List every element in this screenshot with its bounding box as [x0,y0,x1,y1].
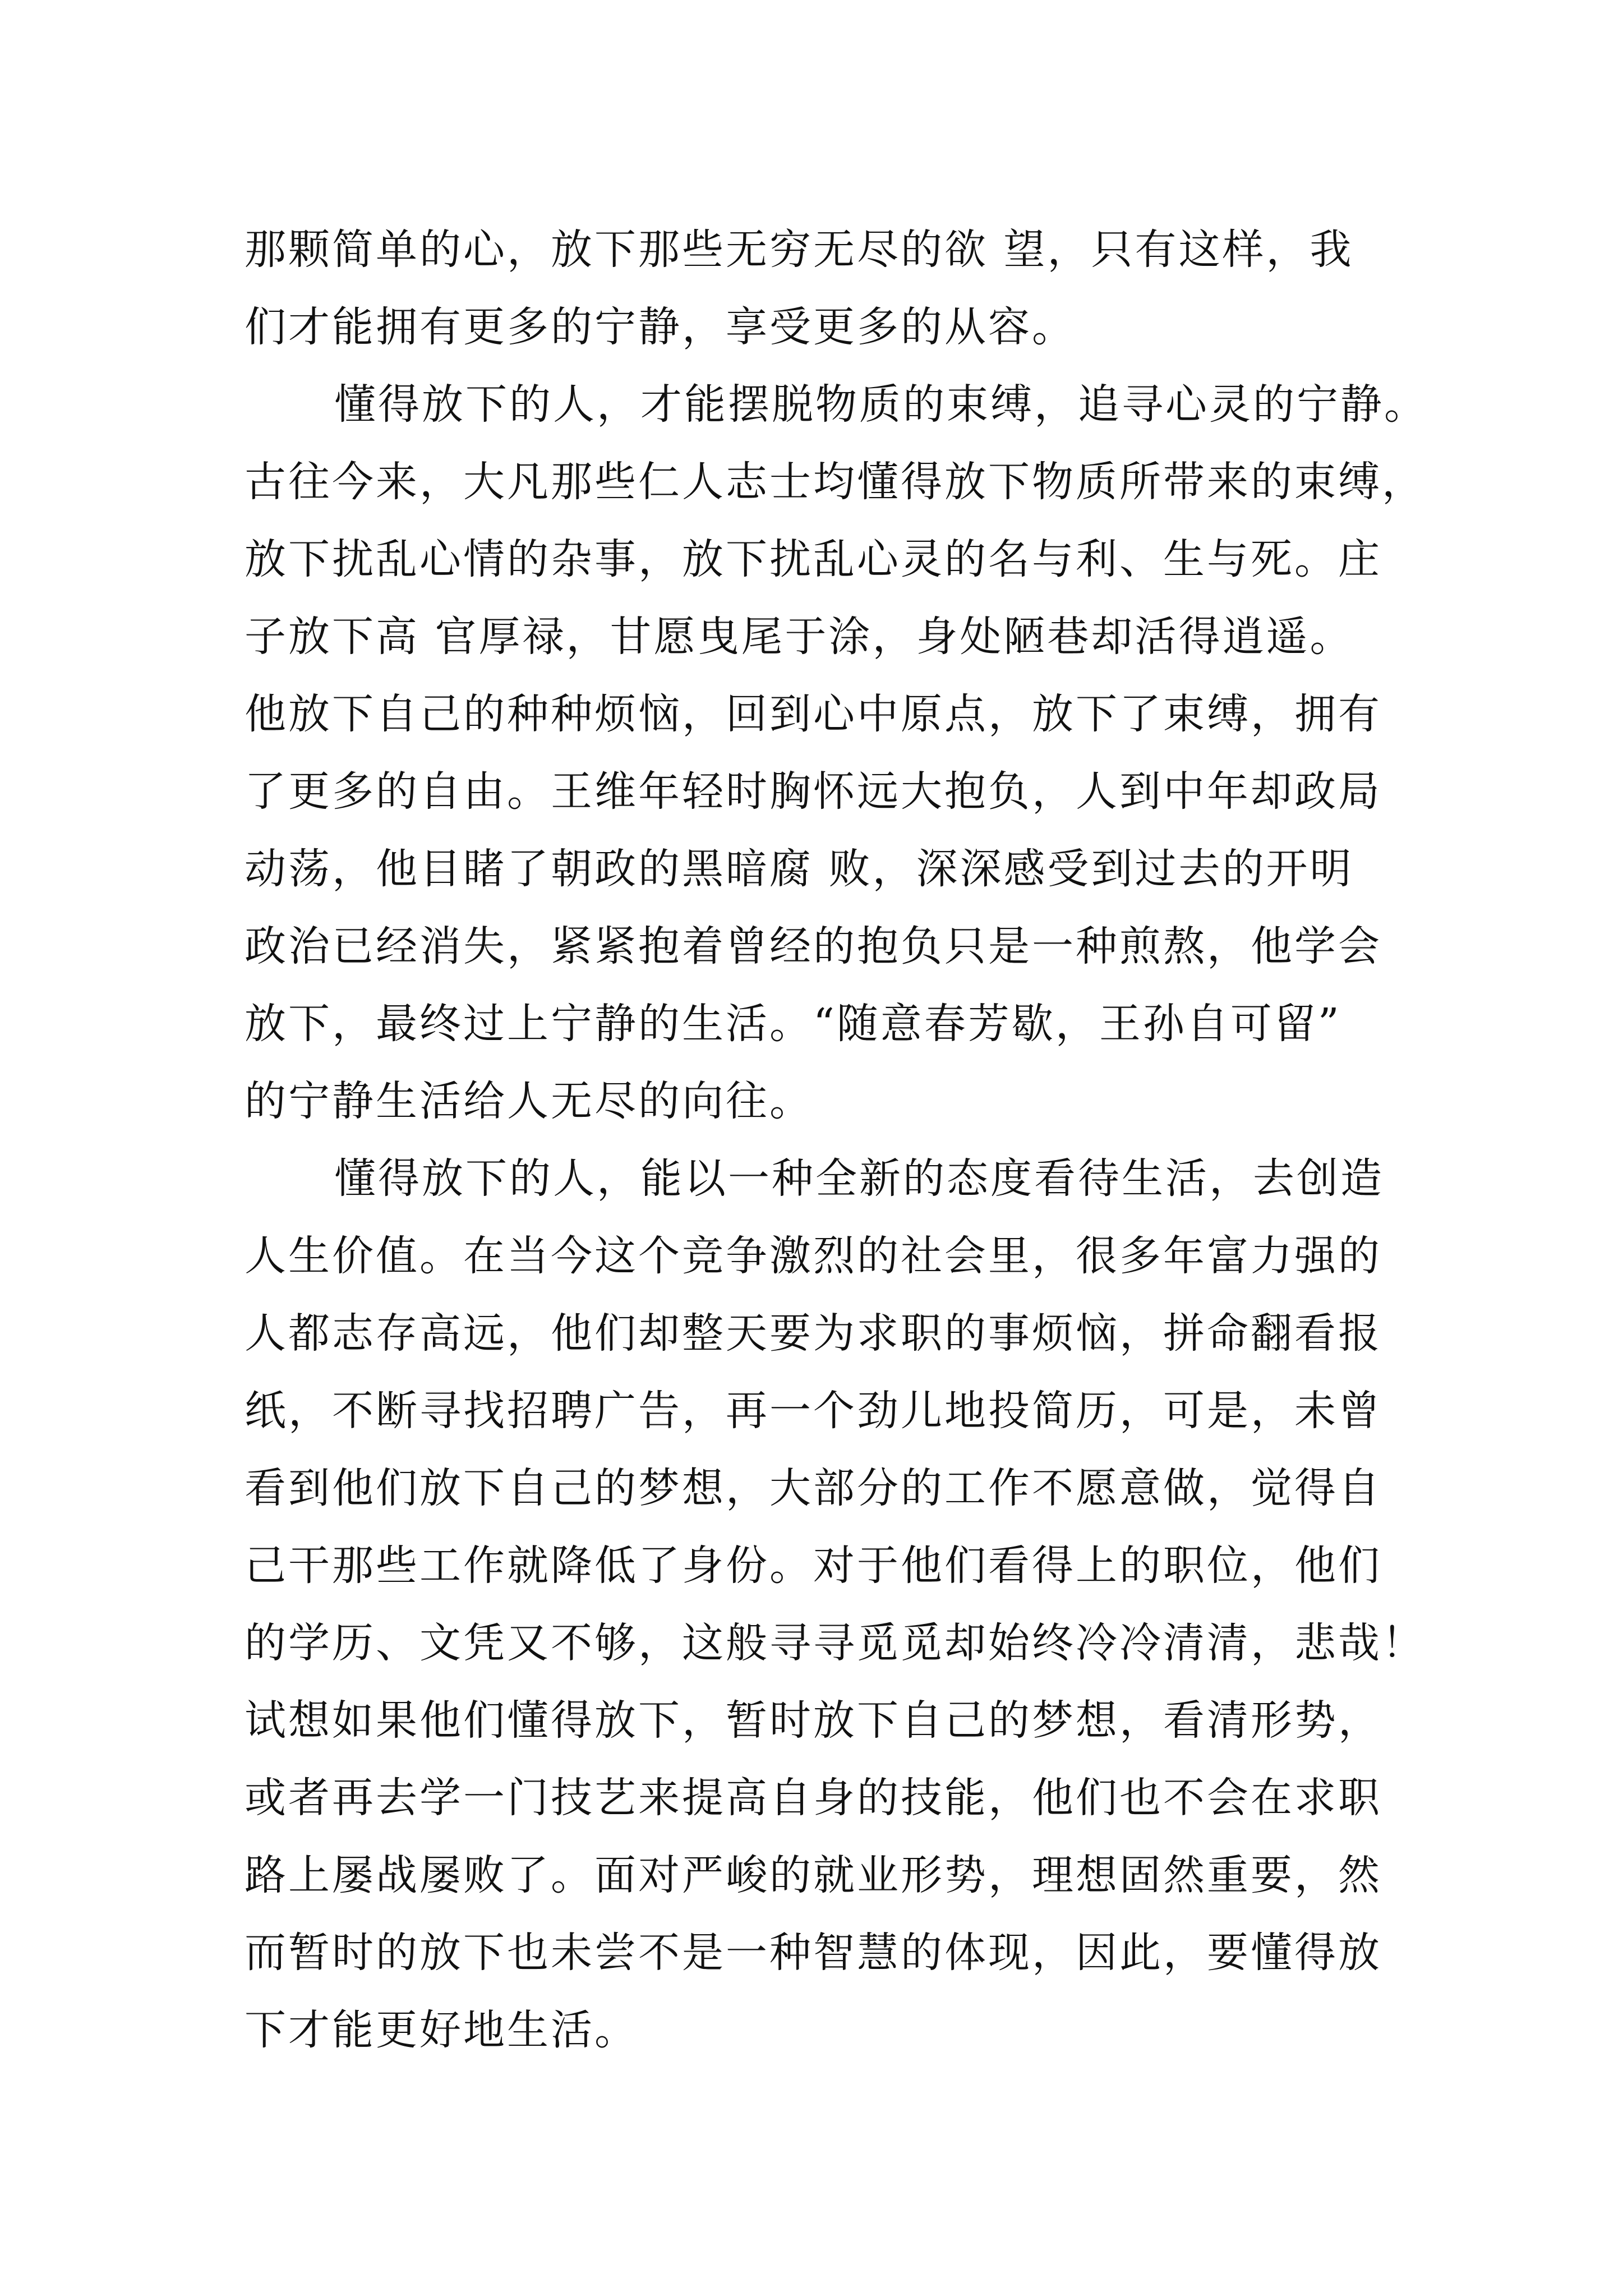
text-line: 人生价值。在当今这个竞争激烈的社会里，很多年富力强的 [245,1232,1382,1280]
paragraph-start-line: 懂得放下的人，才能摆脱物质的束缚，追寻心灵的宁静。 [334,380,1428,429]
text-line: 而暂时的放下也未尝不是一种智慧的体现，因此，要懂得放 [245,1929,1382,1977]
text-line: 放下扰乱心情的杂事，放下扰乱心灵的名与利、生与死。庄 [245,535,1382,583]
text-line: 路上屡战屡败了。面对严峻的就业形势，理想固然重要，然 [245,1851,1382,1899]
text-line: 试想如果他们懂得放下，暂时放下自己的梦想，看清形势， [245,1696,1382,1745]
text-line: 放下，最终过上宁静的生活。“随意春芳歇，王孙自可留” [245,1000,1341,1048]
body-text [245,211,1428,2069]
text-line: 下才能更好地生活。 [245,2006,638,2054]
text-line: 的宁静生活给人无尽的向往。 [245,1077,813,1125]
text-line: 政治已经消失，紧紧抱着曾经的抱负只是一种煎熬，他学会 [245,922,1382,970]
text-line: 的学历、文凭又不够，这般寻寻觅觅却始终冷冷清清，悲哉！ [245,1619,1426,1667]
text-line: 他放下自己的种种烦恼，回到心中原点，放下了束缚，拥有 [245,690,1382,738]
paragraph-start-line: 懂得放下的人，能以一种全新的态度看待生活，去创造 [334,1154,1384,1203]
text-line: 了更多的自由。王维年轻时胸怀远大抱负，人到中年却政局 [245,767,1382,816]
text-line: 那颗简单的心，放下那些无穷无尽的欲 望，只有这样，我 [245,226,1354,274]
text-line: 或者再去学一门技艺来提高自身的技能，他们也不会在求职 [245,1774,1382,1822]
text-line: 子放下高 官厚禄，甘愿曳尾于涂，身处陋巷却活得逍遥。 [245,613,1354,661]
text-line: 们才能拥有更多的宁静，享受更多的从容。 [245,303,1076,351]
text-line: 人都志存高远，他们却整天要为求职的事烦恼，拼命翻看报 [245,1309,1382,1358]
text-line: 己干那些工作就降低了身份。对于他们看得上的职位，他们 [245,1542,1382,1590]
text-line: 古往今来，大凡那些仁人志士均懂得放下物质所带来的束缚， [245,458,1426,506]
text-line: 看到他们放下自己的梦想，大部分的工作不愿意做，觉得自 [245,1464,1382,1512]
text-line: 动荡，他目睹了朝政的黑暗腐 败，深深感受到过去的开明 [245,845,1354,893]
text-line: 纸，不断寻找招聘广告，再一个劲儿地投简历，可是，未曾 [245,1387,1382,1435]
